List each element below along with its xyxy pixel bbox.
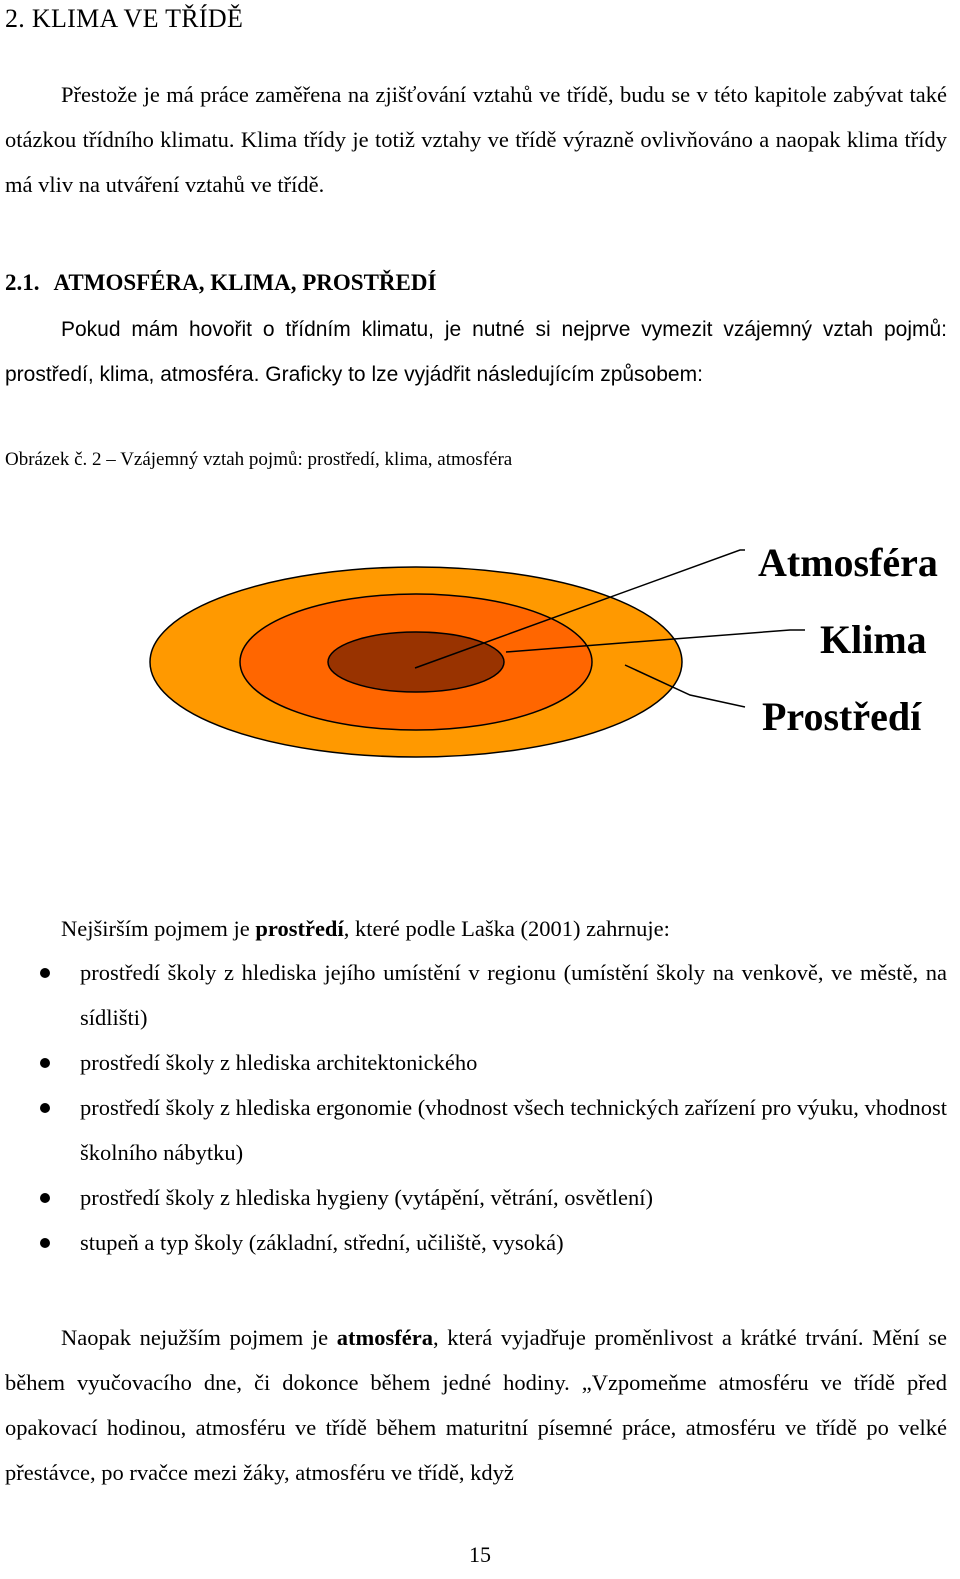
label-klima: Klima <box>820 617 927 662</box>
label-prostredi: Prostředí <box>762 694 922 739</box>
section-text: Pokud mám hovořit o třídním klimatu, je nutné si nejprve vymezit vzájemný vztah pojmů: prostředí, klima, atmosféra. Graficky to lze vyjádřit následujícím způsobem: <box>5 318 947 386</box>
atmosphere-after: , která vyjadřuje proměnlivost a krátké trvání. Mění se během vyučovacího dne, či dokonce během jedné hodiny. „Vzpomeňme atmosféru ve třídě před opakovací hodinou, atmosféru ve třídě během maturitní písemné práce, atmosféru ve třídě po velké přestávce, po rvačce mezi žáky, atmosféru ve třídě, když <box>5 1325 947 1485</box>
environment-lead-bold: prostředí <box>255 916 344 941</box>
list-item: prostředí školy z hlediska hygieny (vytápění, větrání, osvětlení) <box>0 1175 947 1220</box>
bullet-icon <box>40 1103 50 1113</box>
atmosphere-paragraph <box>5 1315 947 1495</box>
section-heading <box>5 270 436 296</box>
concentric-diagram <box>0 520 960 780</box>
bullet-icon <box>40 1193 50 1203</box>
intro-text: Přestože je má práce zaměřena na zjišťování vztahů ve třídě, budu se v této kapitole zabývat také otázkou třídního klimatu. Klima třídy je totiž vztahy ve třídě výrazně ovlivňováno a naopak klima třídy má vliv na utváření vztahů ve třídě. <box>5 82 947 197</box>
environment-list <box>0 950 947 1265</box>
environment-lead <box>5 906 947 951</box>
list-item: stupeň a typ školy (základní, střední, učiliště, vysoká) <box>0 1220 947 1265</box>
label-atmosfera: Atmosféra <box>758 540 938 585</box>
list-item: prostředí školy z hlediska ergonomie (vhodnost všech technických zařízení pro výuku, vhodnost školního nábytku) <box>0 1085 947 1175</box>
list-item: prostředí školy z hlediska jejího umístění v regionu (umístění školy na venkově, ve městě, na sídlišti) <box>0 950 947 1040</box>
atmosphere-before: Naopak nejužším pojmem je <box>61 1325 337 1350</box>
environment-lead-before: Nejširším pojmem je <box>61 916 256 941</box>
list-item: prostředí školy z hlediska architektonického <box>0 1040 947 1085</box>
section-title: ATMOSFÉRA, KLIMA, PROSTŘEDÍ <box>53 270 437 295</box>
bullet-icon <box>40 1058 50 1068</box>
bullet-icon <box>40 1238 50 1248</box>
intro-paragraph <box>5 72 947 207</box>
atmosphere-bold: atmosféra <box>336 1325 433 1350</box>
page-number: 15 <box>469 1542 491 1567</box>
figure-caption: Obrázek č. 2 – Vzájemný vztah pojmů: prostředí, klima, atmosféra <box>5 449 513 470</box>
chapter-heading: 2. KLIMA VE TŘÍDĚ <box>5 4 244 33</box>
bullet-icon <box>40 968 50 978</box>
section-number: 2.1. <box>5 270 40 295</box>
inner-ellipse <box>328 632 504 692</box>
environment-lead-after: , které podle Laška (2001) zahrnuje: <box>343 916 670 941</box>
section-paragraph <box>5 307 947 397</box>
